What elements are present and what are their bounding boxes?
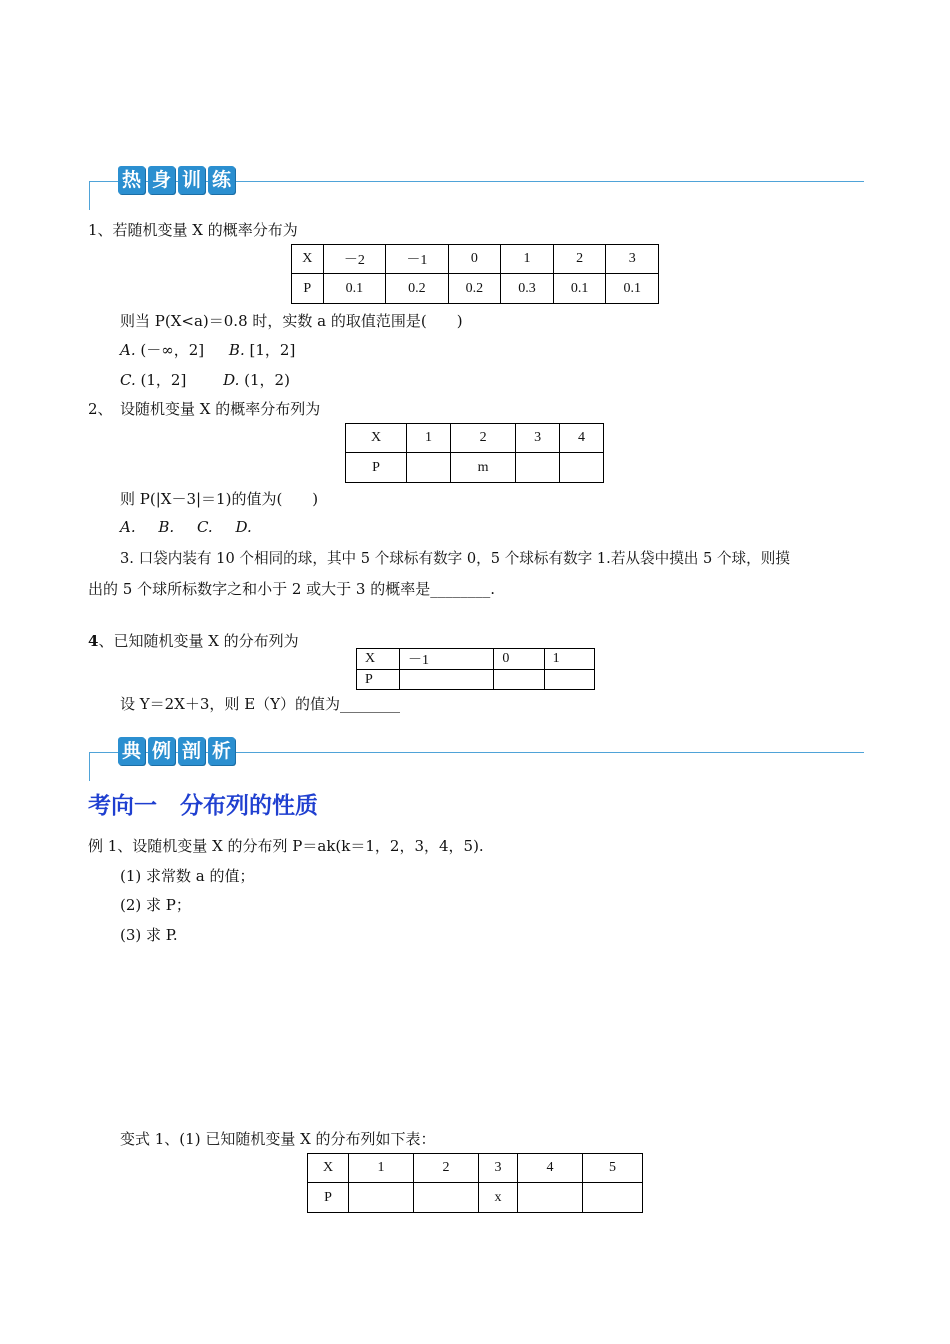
table-cell: 4 <box>518 1154 583 1183</box>
q1-question: 则当 P(X<a)＝0.8 时，实数 a 的取值范围是( ) <box>120 312 463 330</box>
table-row <box>292 245 659 274</box>
badge-char: 练 <box>208 166 235 194</box>
table-cell <box>560 453 604 483</box>
q4-prompt <box>88 630 299 651</box>
section-badge-warmup <box>118 166 235 194</box>
table-cell <box>414 1183 479 1213</box>
example1-prompt: 例 1、设随机变量 X 的分布列 P＝ak(k＝1，2，3，4，5). <box>88 837 484 855</box>
q4-number: 4 <box>88 632 99 650</box>
table-row <box>308 1183 643 1213</box>
table-cell: 0.1 <box>323 274 386 304</box>
q4-prompt-text: 、已知随机变量 X 的分布列为 <box>98 632 299 650</box>
section-bracket-left <box>89 181 90 210</box>
table-row <box>346 453 604 483</box>
table-row <box>357 670 595 690</box>
table-cell: x <box>479 1183 518 1213</box>
table-cell: 1 <box>407 424 451 453</box>
table-cell: 2 <box>553 245 606 274</box>
table-cell <box>407 453 451 483</box>
option-text: (－∞，2] <box>140 341 205 359</box>
table-cell: 3 <box>479 1154 518 1183</box>
badge-char: 例 <box>148 737 175 765</box>
table-cell: P <box>346 453 407 483</box>
table-cell: 0.3 <box>501 274 554 304</box>
variant1-prompt: 变式 1、(1) 已知随机变量 X 的分布列如下表： <box>120 1130 436 1148</box>
section-badge-examples <box>118 737 235 765</box>
option-text: (1，2] <box>140 371 187 389</box>
table-cell: 1 <box>349 1154 414 1183</box>
option-label: C. <box>120 371 136 389</box>
variant1-table <box>307 1153 643 1213</box>
badge-char: 析 <box>208 737 235 765</box>
example1-part3: (3) 求 P. <box>120 926 178 944</box>
option-label: D. <box>235 518 252 536</box>
q2-table <box>345 423 604 483</box>
q1-options-cd <box>120 369 290 390</box>
table-cell: 0.1 <box>553 274 606 304</box>
option-label: B. <box>158 518 175 536</box>
table-cell: P <box>292 274 324 304</box>
table-cell <box>583 1183 643 1213</box>
table-cell: －1 <box>386 245 449 274</box>
table-cell: 3 <box>516 424 560 453</box>
table-cell: 0 <box>494 649 544 670</box>
table-cell: －2 <box>323 245 386 274</box>
table-cell: X <box>346 424 407 453</box>
example1-part1: (1) 求常数 a 的值； <box>120 867 255 885</box>
table-cell: 4 <box>560 424 604 453</box>
badge-char: 剖 <box>178 737 205 765</box>
table-row <box>308 1154 643 1183</box>
table-cell: 3 <box>606 245 659 274</box>
table-cell: X <box>308 1154 349 1183</box>
table-cell: P <box>357 670 400 690</box>
table-cell: 1 <box>544 649 594 670</box>
badge-char: 典 <box>118 737 145 765</box>
badge-char: 热 <box>118 166 145 194</box>
table-cell <box>349 1183 414 1213</box>
q1-table <box>291 244 659 304</box>
table-cell: P <box>308 1183 349 1213</box>
q4-table <box>356 648 595 690</box>
table-cell: 2 <box>450 424 515 453</box>
option-label: D. <box>223 371 240 389</box>
option-label: A. <box>120 518 136 536</box>
table-cell <box>400 670 494 690</box>
table-cell <box>518 1183 583 1213</box>
topic-title: 考向一 分布列的性质 <box>88 793 318 819</box>
q1-prompt: 1、若随机变量 X 的概率分布为 <box>88 221 298 239</box>
table-cell: 5 <box>583 1154 643 1183</box>
q3-line2: 出的 5 个球所标数字之和小于 2 或大于 3 的概率是________. <box>88 580 496 598</box>
section-bracket-left <box>89 752 90 781</box>
option-label: A. <box>120 341 136 359</box>
table-cell: m <box>450 453 515 483</box>
option-text: [1，2] <box>249 341 296 359</box>
q3-line1: 3. 口袋内装有 10 个相同的球，其中 5 个球标有数字 0，5 个球标有数字 1.若从袋中摸出 5 个球，则摸 <box>120 550 790 567</box>
table-cell: 0.1 <box>606 274 659 304</box>
option-text: (1，2) <box>244 371 290 389</box>
table-cell: X <box>357 649 400 670</box>
table-cell <box>544 670 594 690</box>
table-cell: 0.2 <box>448 274 501 304</box>
table-row <box>292 274 659 304</box>
table-cell <box>494 670 544 690</box>
example1-part2: (2) 求 P； <box>120 896 191 914</box>
q2-question: 则 P(|X－3|＝1)的值为( ) <box>120 490 319 508</box>
table-cell: －1 <box>400 649 494 670</box>
table-cell <box>516 453 560 483</box>
badge-char: 训 <box>178 166 205 194</box>
table-cell: 0 <box>448 245 501 274</box>
q2-prompt: 2、 设随机变量 X 的概率分布列为 <box>88 400 321 418</box>
table-cell: 1 <box>501 245 554 274</box>
table-row <box>357 649 595 670</box>
table-cell: 2 <box>414 1154 479 1183</box>
option-label: B. <box>228 341 245 359</box>
table-cell: 0.2 <box>386 274 449 304</box>
table-cell: X <box>292 245 324 274</box>
option-label: C. <box>196 518 213 536</box>
table-row <box>346 424 604 453</box>
q2-options <box>120 518 252 536</box>
q1-options-ab <box>120 339 295 360</box>
badge-char: 身 <box>148 166 175 194</box>
q4-question: 设 Y＝2X＋3，则 E（Y）的值为________ <box>120 695 401 713</box>
